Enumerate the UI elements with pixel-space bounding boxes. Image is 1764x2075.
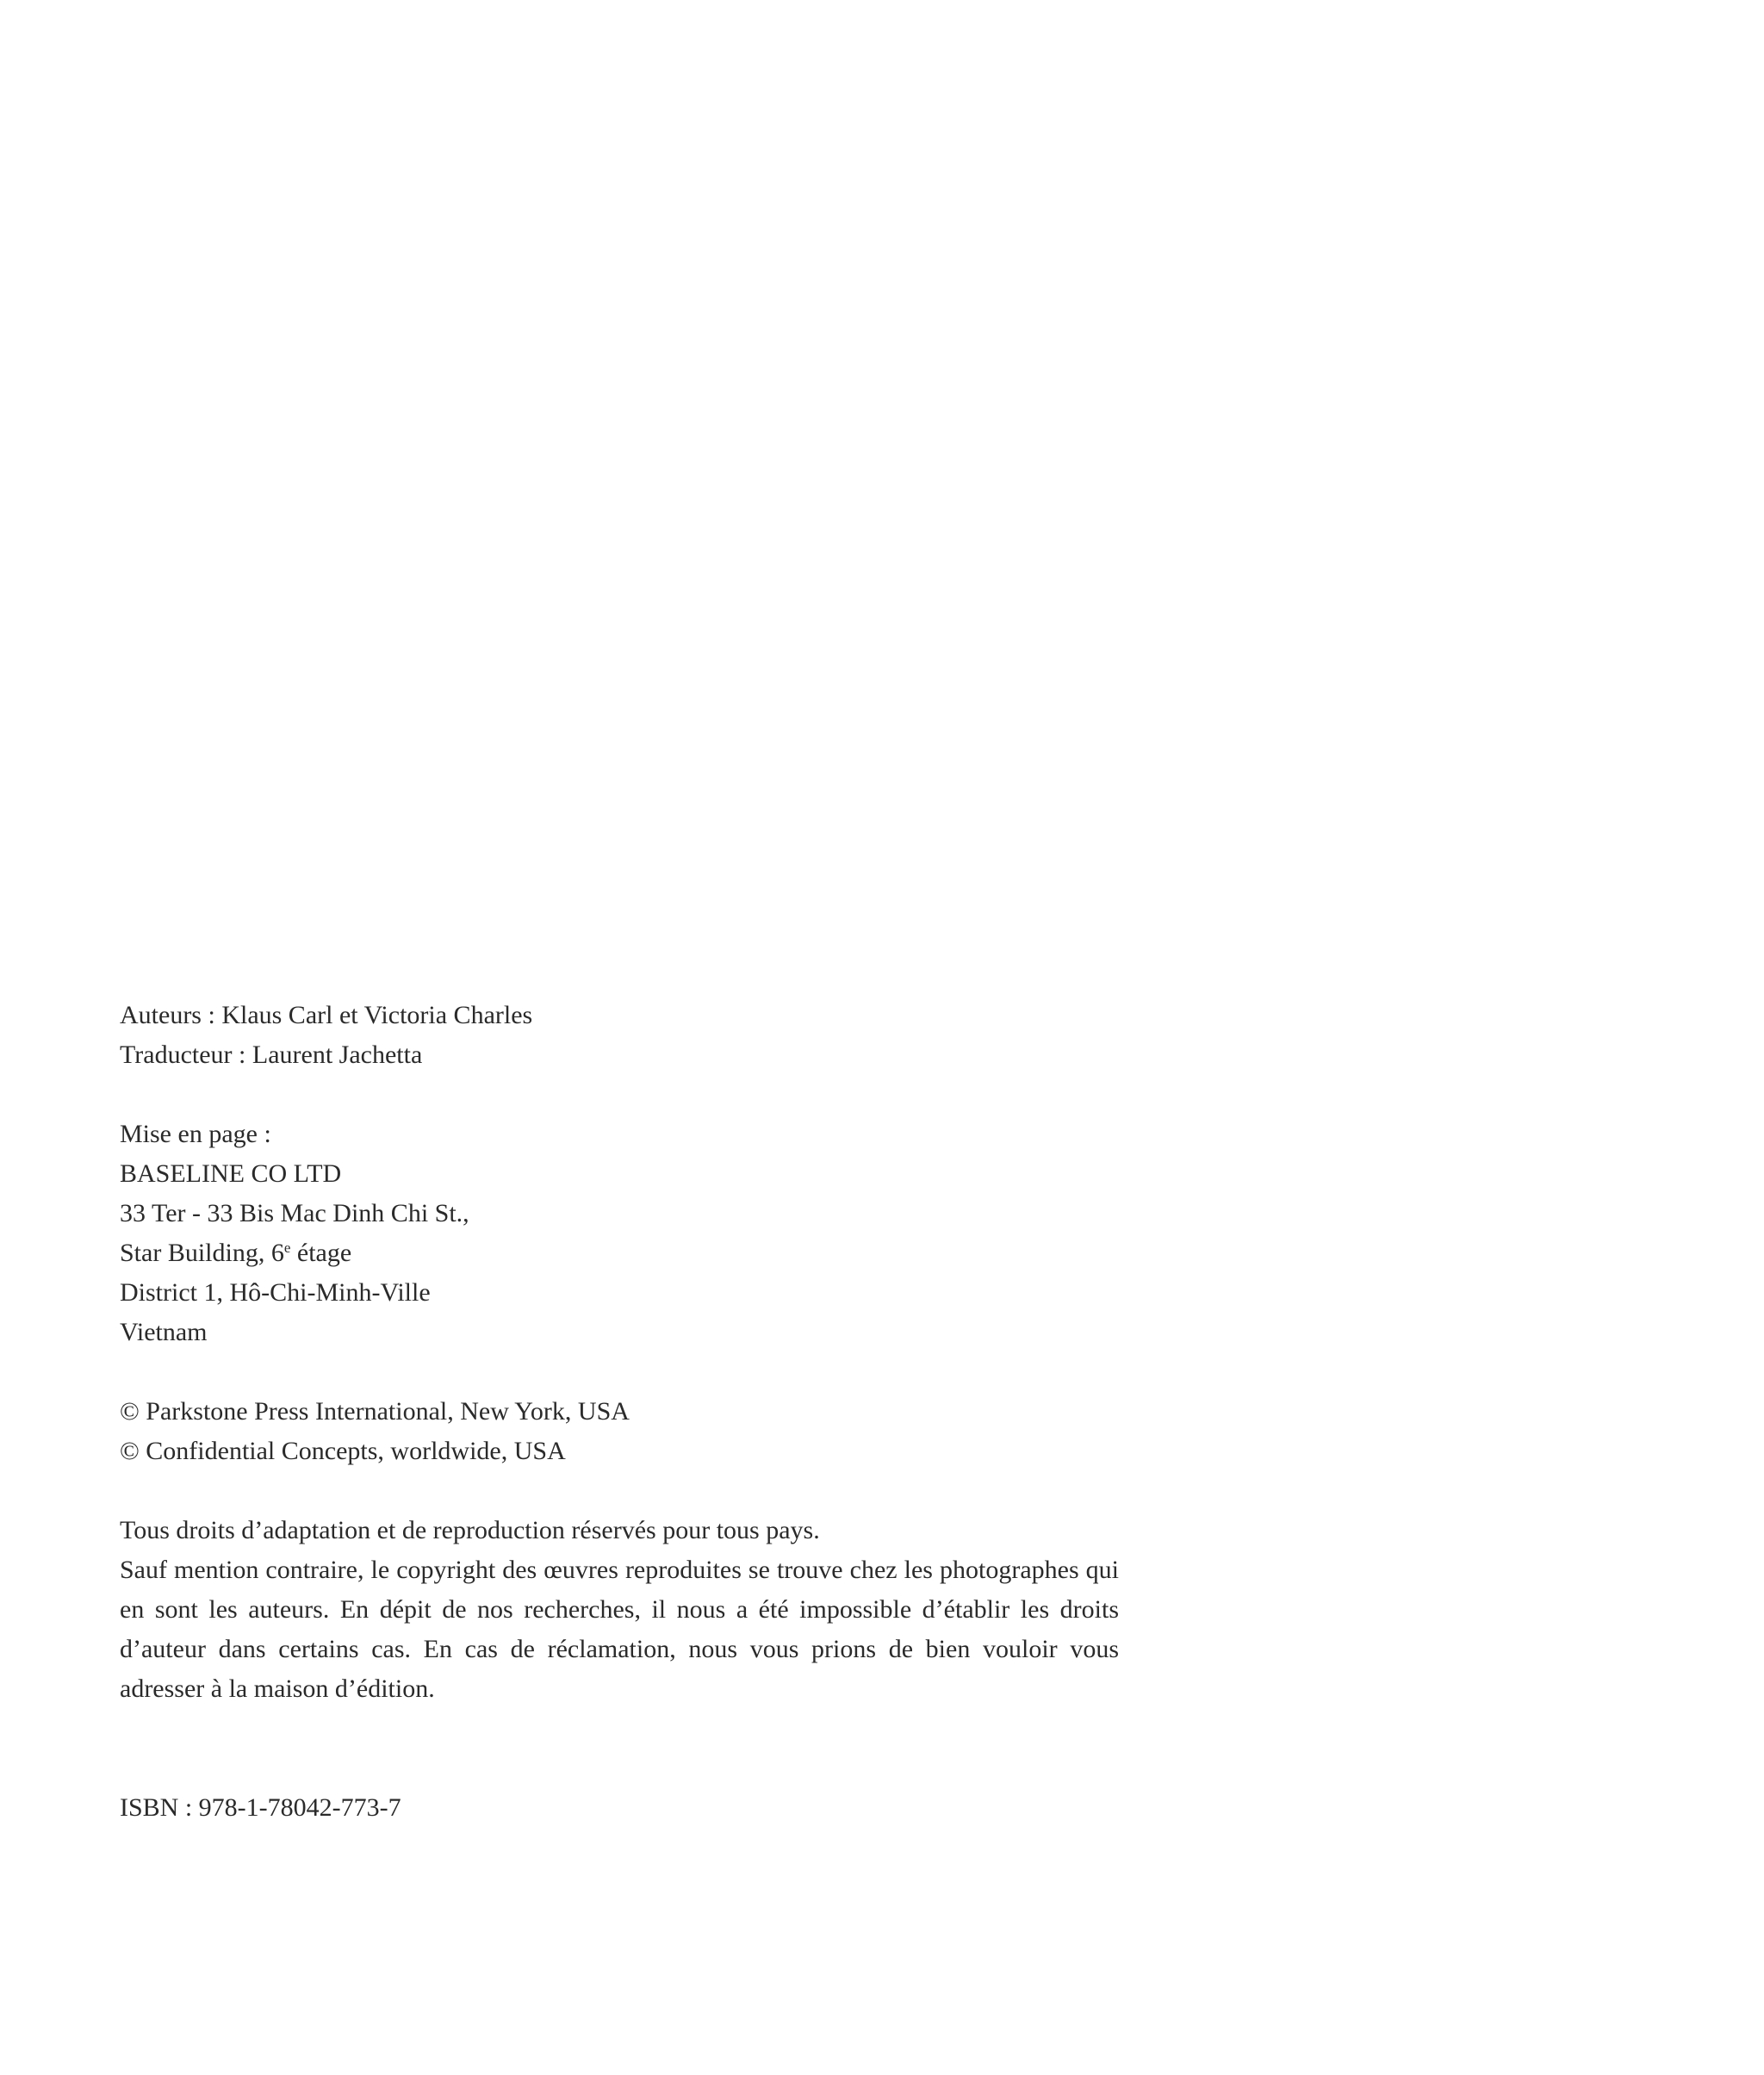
spacer xyxy=(120,1075,1119,1115)
authors-line: Auteurs : Klaus Carl et Victoria Charles xyxy=(120,1001,533,1029)
address-building: Star Building, 6 xyxy=(120,1239,284,1267)
layout-address-line-2 xyxy=(120,1233,1119,1273)
copyright-line: © Confidential Concepts, worldwide, USA xyxy=(120,1437,566,1465)
copyright-line: © Parkstone Press International, New York, USA xyxy=(120,1397,630,1426)
layout-company: BASELINE CO LTD xyxy=(120,1159,342,1188)
layout-address-line-1: 33 Ter - 33 Bis Mac Dinh Chi St., xyxy=(120,1199,469,1227)
layout-address-line-3: District 1, Hô-Chi-Minh-Ville xyxy=(120,1278,431,1307)
rights-notice: Sauf mention contraire, le copyright des œuvres reproduites se trouve chez les photographes qui en sont les auteurs. En dépit de nos recherches, il nous a été impossible d’établir les droits d’auteur dans certains cas. En cas de réclamation, nous vous prions de bien vouloir vous adresser à la maison d’édition. xyxy=(120,1556,1119,1703)
layout-country: Vietnam xyxy=(120,1318,208,1346)
spacer xyxy=(120,1471,1119,1511)
translator-line: Traducteur : Laurent Jachetta xyxy=(120,1041,423,1069)
spacer xyxy=(120,1709,1119,1788)
isbn-line: ISBN : 978-1-78042-773-7 xyxy=(120,1793,401,1822)
layout-heading: Mise en page : xyxy=(120,1120,271,1148)
spacer xyxy=(120,1352,1119,1392)
rights-reserved: Tous droits d’adaptation et de reproduction réservés pour tous pays. xyxy=(120,1516,820,1544)
colophon xyxy=(120,996,1119,1828)
floor-ordinal-suffix: e xyxy=(283,1239,291,1256)
address-floor: étage xyxy=(290,1239,352,1267)
